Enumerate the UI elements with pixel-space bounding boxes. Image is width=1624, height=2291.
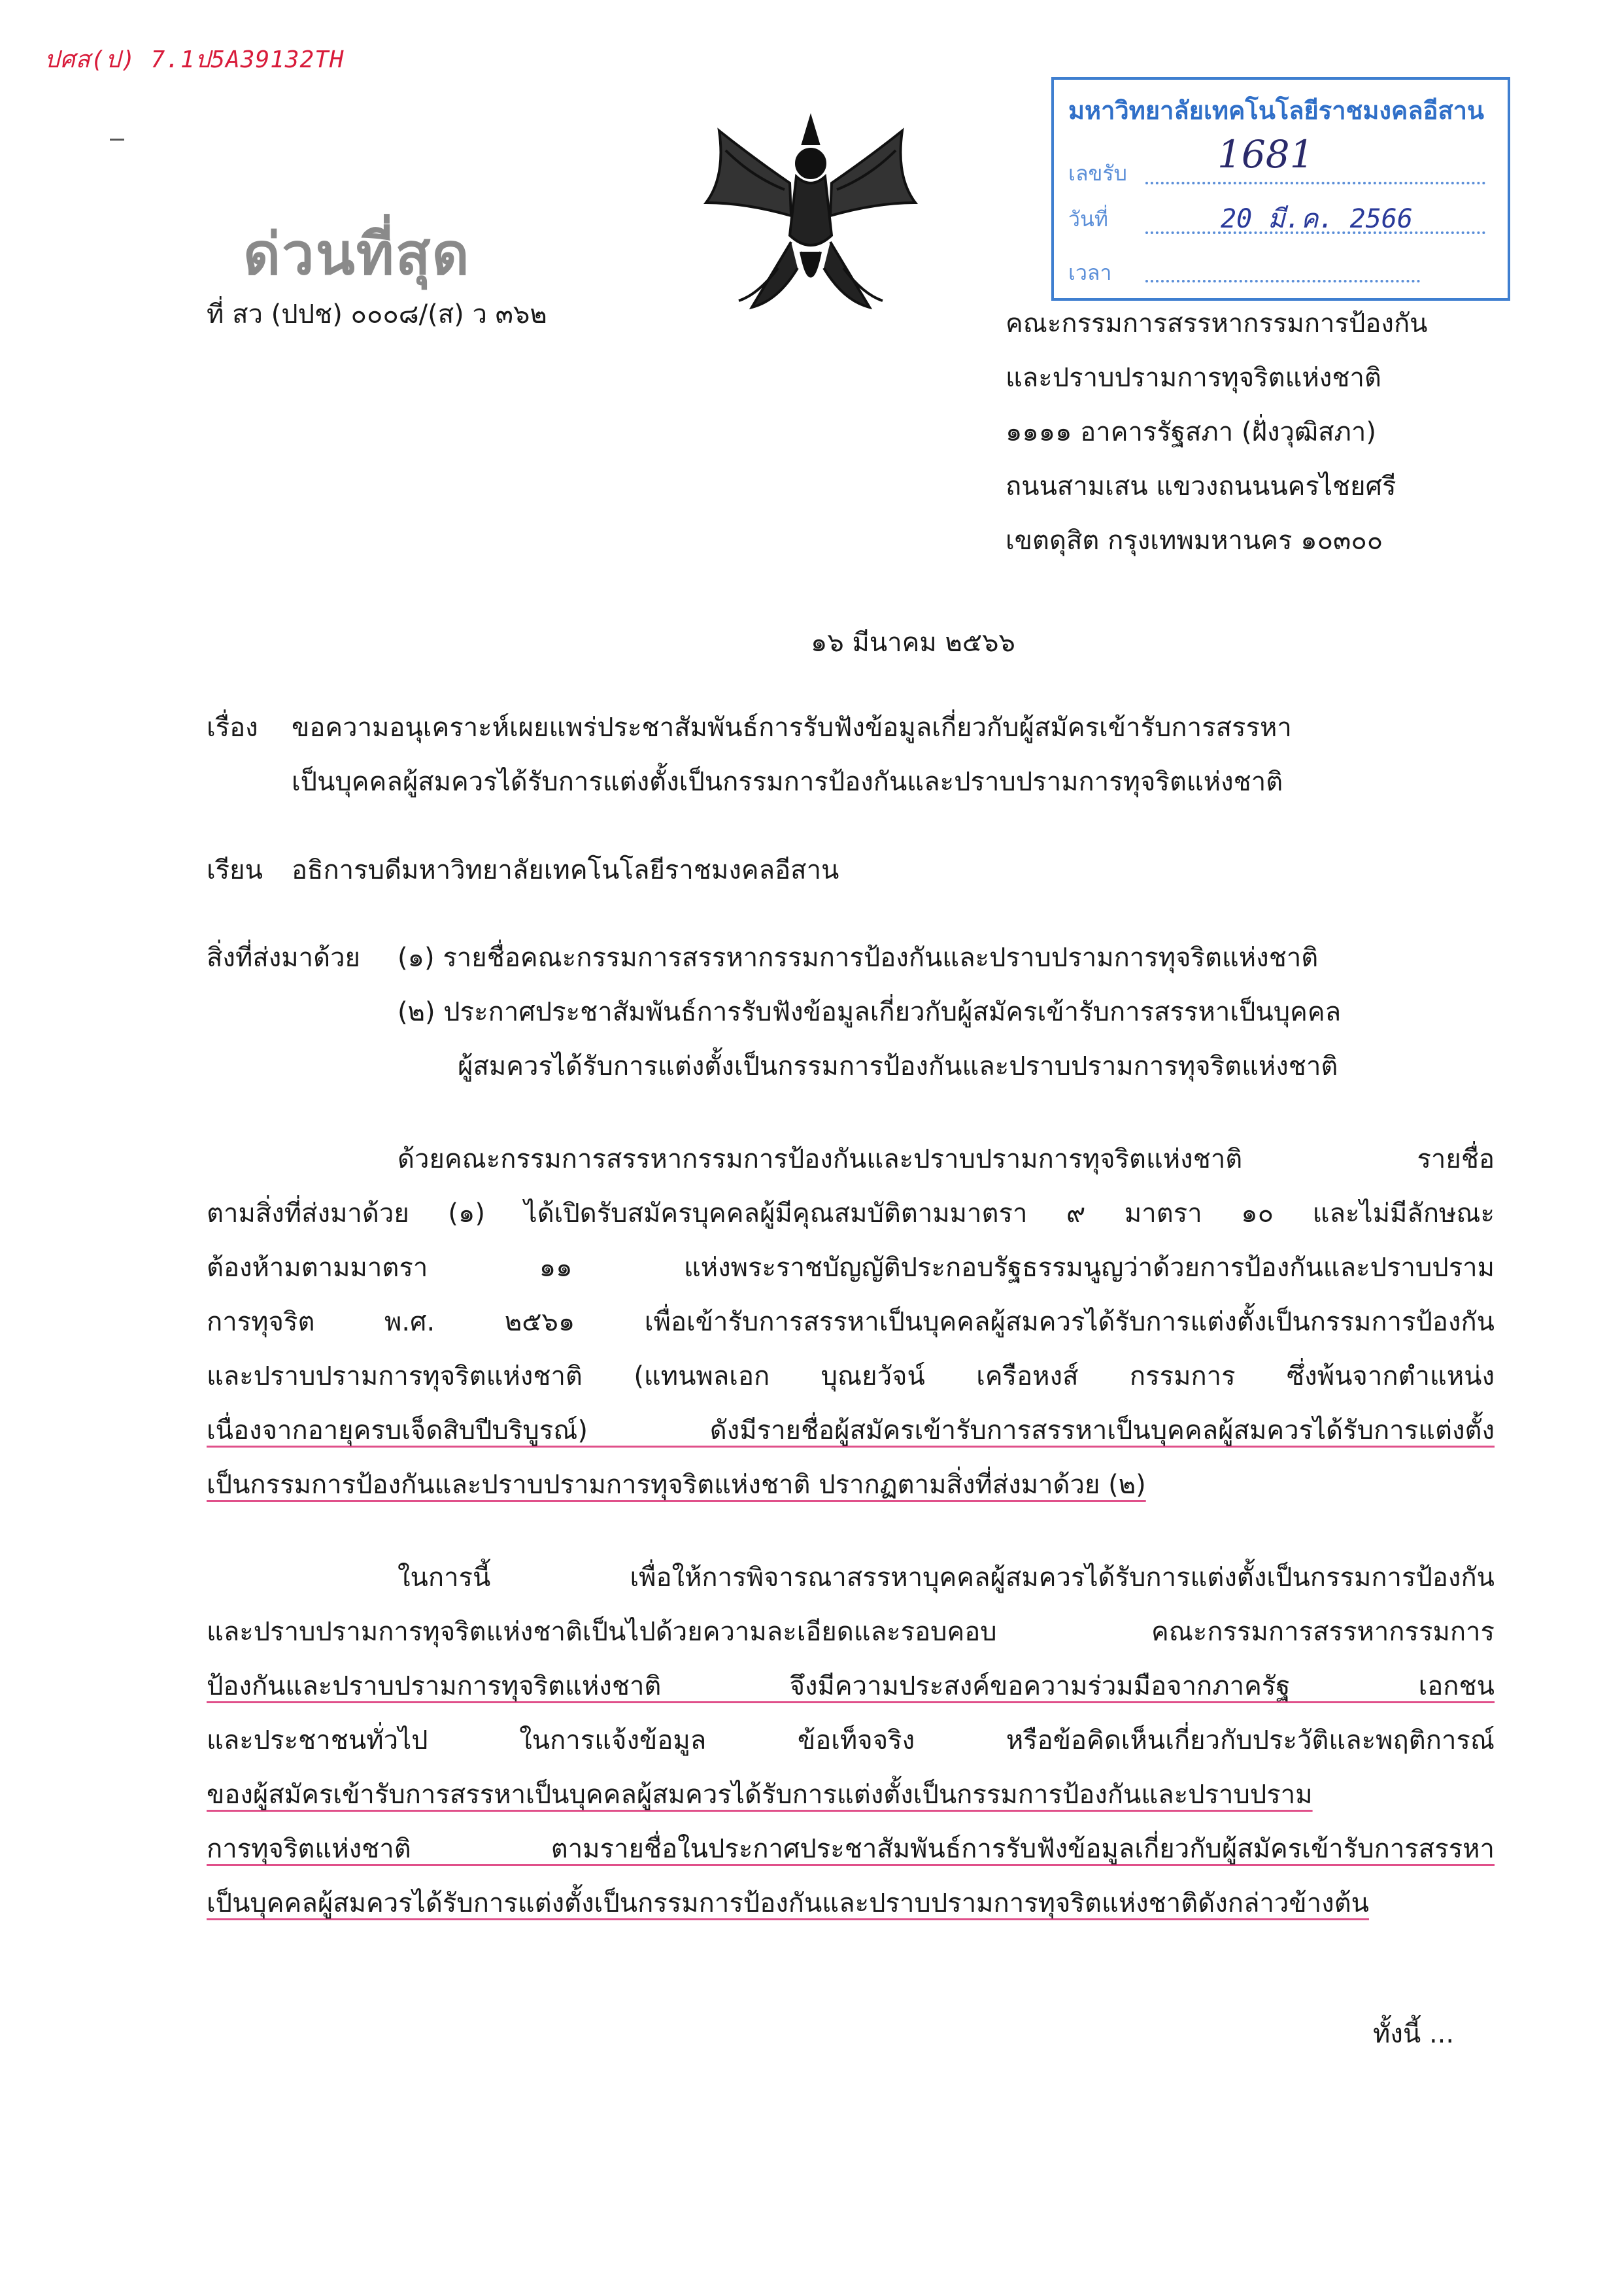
- body-paragraph-line: ต้องห้ามตามมาตรา ๑๑ แห่งพระราชบัญญัติประกอบรัฐธรรมนูญว่าด้วยการป้องกันและปราบปราม: [207, 1253, 1495, 1283]
- body-paragraph-line: และปราบปรามการทุจริตแห่งชาติ (แทนพลเอก บุณยวัจน์ เครือหงส์ กรรมการ ซึ่งพ้นจากตำแหน่ง: [207, 1361, 1495, 1391]
- body-paragraph-line: ด้วยคณะกรรมการสรรหากรรมการป้องกันและปราบปรามการทุจริตแห่งชาติ รายชื่อ: [398, 1144, 1495, 1174]
- stamp-time-label: เวลา: [1068, 260, 1112, 285]
- stamp-organization: มหาวิทยาลัยเทคโนโลยีราชมงคลอีสาน: [1068, 96, 1484, 125]
- body-paragraph-line: เป็นบุคคลผู้สมควรได้รับการแต่งตั้งเป็นกรรมการป้องกันและปราบปรามการทุจริตแห่งชาติดังกล่าวข้างต้น: [207, 1888, 1370, 1918]
- body-paragraph-line: การทุจริตแห่งชาติ ตามรายชื่อในประกาศประชาสัมพันธ์การรับฟังข้อมูลเกี่ยวกับผู้สมัครเข้ารับการสรรหา: [207, 1834, 1495, 1864]
- stamp-date-label: วันที่: [1068, 207, 1108, 231]
- sender-address-line: ถนนสามเสน แขวงถนนนครไชยศรี: [1006, 471, 1396, 501]
- reference-number: ที่ สว (ปปช) ๐๐๐๘/(ส) ว ๓๖๒: [207, 299, 547, 330]
- sender-address-line: เขตดุสิต กรุงเทพมหานคร ๑๐๓๐๐: [1006, 526, 1383, 556]
- body-paragraph-line: ตามสิ่งที่ส่งมาด้วย (๑) ได้เปิดรับสมัครบุคคลผู้มีคุณสมบัติตามมาตรา ๙ มาตรา ๑๐ และไม่มีลักษณะ: [207, 1198, 1495, 1229]
- continuation-marker: ทั้งนี้ ...: [1373, 2019, 1455, 2049]
- subject-line: เป็นบุคคลผู้สมควรได้รับการแต่งตั้งเป็นกรรมการป้องกันและปราบปรามการทุจริตแห่งชาติ: [292, 767, 1283, 797]
- body-paragraph-line: เนื่องจากอายุครบเจ็ดสิบปีบริบูรณ์) ดังมีรายชื่อผู้สมัครเข้ารับการสรรหาเป็นบุคคลผู้สมควรได้รับการแต่งตั้ง: [207, 1416, 1495, 1446]
- subject-line: ขอความอนุเคราะห์เผยแพร่ประชาสัมพันธ์การรับฟังข้อมูลเกี่ยวกับผู้สมัครเข้ารับการสรรหา: [292, 713, 1292, 743]
- enclosures-label: สิ่งที่ส่งมาด้วย: [207, 943, 360, 973]
- enclosure-item-continued: ผู้สมควรได้รับการแต่งตั้งเป็นกรรมการป้องกันและปราบปรามการทุจริตแห่งชาติ: [458, 1051, 1338, 1081]
- body-paragraph-line: ของผู้สมัครเข้ารับการสรรหาเป็นบุคคลผู้สมควรได้รับการแต่งตั้งเป็นกรรมการป้องกันและปราบปราม: [207, 1780, 1313, 1810]
- body-paragraph-line: การทุจริต พ.ศ. ๒๕๖๑ เพื่อเข้ารับการสรรหาเป็นบุคคลผู้สมควรได้รับการแต่งตั้งเป็นกรรมการป้องกัน: [207, 1307, 1495, 1337]
- handwritten-tracking-note: ปศส(ป) 7.1ป5A39132TH: [44, 46, 345, 73]
- sender-address-line: ๑๑๑๑ อาคารรัฐสภา (ฝั่งวุฒิสภา): [1006, 417, 1376, 447]
- sender-address-line: และปราบปรามการทุจริตแห่งชาติ: [1006, 363, 1381, 393]
- sender-address-line: คณะกรรมการสรรหากรรมการป้องกัน: [1006, 309, 1428, 339]
- body-paragraph-line: ในการนี้ เพื่อให้การพิจารณาสรรหาบุคคลผู้สมควรได้รับการแต่งตั้งเป็นกรรมการป้องกัน: [398, 1563, 1495, 1593]
- letter-date: ๑๖ มีนาคม ๒๕๖๖: [811, 628, 1015, 658]
- stamp-divider: [1145, 182, 1485, 184]
- recipient-label: เรียน: [207, 855, 263, 885]
- enclosure-item: (๒) ประกาศประชาสัมพันธ์การรับฟังข้อมูลเกี่ยวกับผู้สมัครเข้ารับการสรรหาเป็นบุคคล: [398, 997, 1342, 1027]
- stamp-received-number: 1681: [1217, 132, 1314, 177]
- garuda-emblem-icon: [680, 105, 941, 327]
- stamp-divider: [1145, 280, 1420, 282]
- stamp-received-label: เลขรับ: [1068, 161, 1127, 186]
- body-paragraph-line: ป้องกันและปราบปรามการทุจริตแห่งชาติ จึงมีความประสงค์ขอความร่วมมือจากภาครัฐ เอกชน: [207, 1671, 1495, 1701]
- stamp-date-value: 20 มี.ค. 2566: [1221, 204, 1413, 234]
- body-paragraph-line: เป็นกรรมการป้องกันและปราบปรามการทุจริตแห่งชาติ ปรากฏตามสิ่งที่ส่งมาด้วย (๒): [207, 1470, 1146, 1500]
- subject-label: เรื่อง: [207, 713, 258, 743]
- recipient-name: อธิการบดีมหาวิทยาลัยเทคโนโลยีราชมงคลอีสาน: [292, 855, 839, 885]
- body-paragraph-line: และปราบปรามการทุจริตแห่งชาติเป็นไปด้วยความละเอียดและรอบคอบ คณะกรรมการสรรหากรรมการ: [207, 1617, 1495, 1647]
- urgency-stamp: ด่วนที่สุด: [243, 220, 471, 288]
- enclosure-item: (๑) รายชื่อคณะกรรมการสรรหากรรมการป้องกันและปราบปรามการทุจริตแห่งชาติ: [398, 943, 1319, 973]
- body-paragraph-line: และประชาชนทั่วไป ในการแจ้งข้อมูล ข้อเท็จจริง หรือข้อคิดเห็นเกี่ยวกับประวัติและพฤติการณ์: [207, 1725, 1495, 1756]
- margin-mark: [110, 139, 124, 141]
- receiving-stamp: [1051, 77, 1510, 301]
